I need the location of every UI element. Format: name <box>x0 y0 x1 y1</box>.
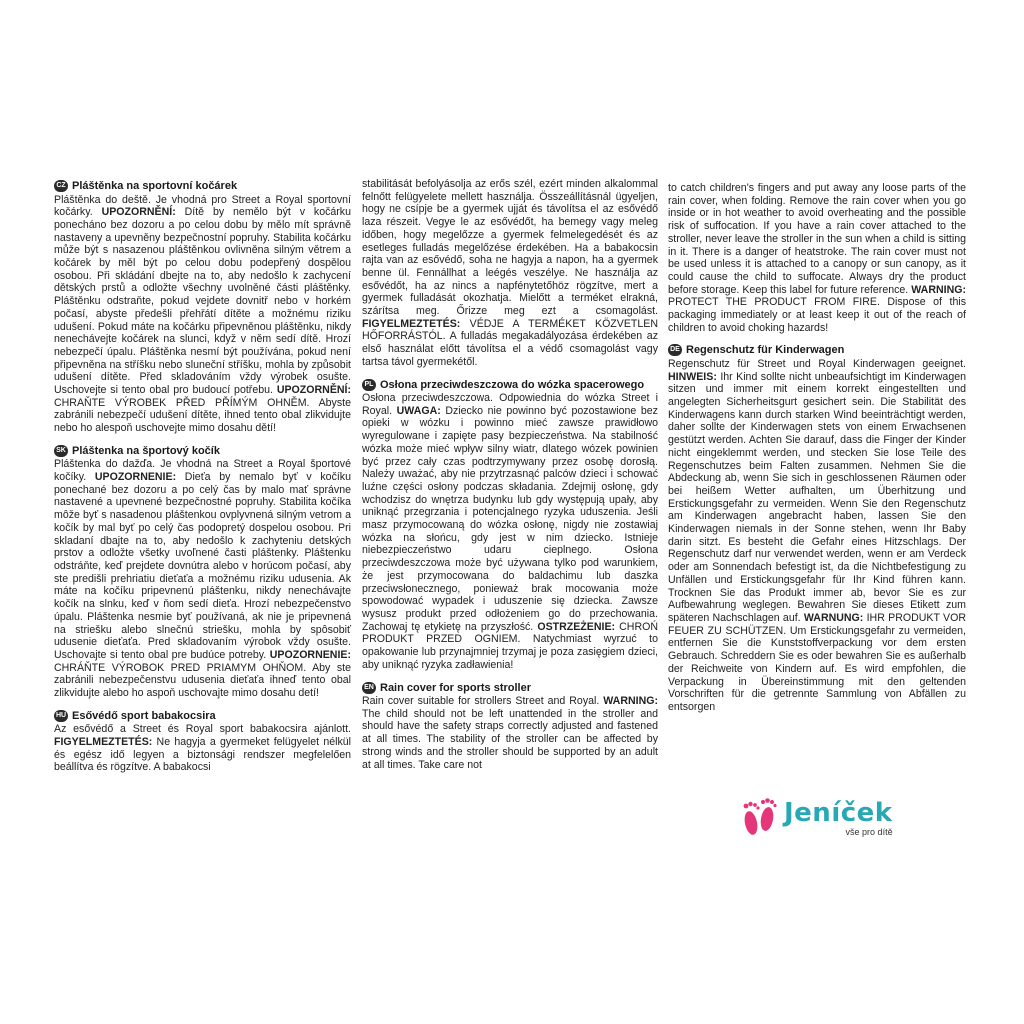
section-text: Pláštěnka do deště. Je vhodná pro Street a Royal sportovní kočárky. UPOZORNĚNÍ: Dítě by nemělo být v kočárku ponecháno bez dozoru a po celou dobu by mělo mít správně nastaveny a upevněny bezpečnostní popruhy. Stabilita kočárku může být s nasazenou pláštěnkou ovlivněna silným větrem a kočárek by měl být po celou dobu podepřený dospělou osobou. Při skládání dbejte na to, aby nedošlo k zachycení dětských prstů a odložte všechny uvolněné části pláštěnky. Pláštěnku odstraňte, pokud vejdete dovnitř nebo v horkém počasí, abyste předešli přehřátí dítěte a možnému riziku udušení. Pokud máte na kočárku připevněnou pláštěnku, nikdy nenechávejte kočárek na slunci, když v něm sedí dítě. Hrozí nebezpečí úpalu. Pláštěnka nesmí být používána, pokud není připevněna na stříšku nebo sluneční stříšku, mohla by způsobit udušení dítěte. Před skladováním vždy výrobek osušte. Uschovejte si tento obal pro budoucí potřebu. UPOZORNĚNÍ: CHRAŇTE VÝROBEK PŘED PŘÍMÝM OHNĚM. Abyste zabránili nebezpečí udušení dítěte, ihned tento obal zlikvidujte nebo ho alespoň uschovejte mimo dosahu dětí! <box>54 193 351 435</box>
language-badge-en: EN <box>362 682 376 694</box>
brand-logo <box>740 795 893 841</box>
section-sk <box>54 445 351 700</box>
section-text: Osłona przeciwdeszczowa. Odpowiednia do wózka Street i Royal. UWAGA: Dziecko nie powinno być pozostawione bez opieki w wózku i powinno mieć zawsze prawidłowo wyregulowane i zapięte pasy bezpieczeństwa. Na stabilność wózka może mieć wpływ silny wiatr, dlatego wózek powinien być przez cały czas podtrzymywany przez osobę dorosłą. Należy uważać, aby nie przytrzasnąć palców dzieci i schować luźne części osłony podczas składania. Zdejmij osłonę, gdy wchodzisz do wnętrza budynku lub gdy występują upały, aby uniknąć przegrzania i potencjalnego ryzyka uduszenia. Jeśli masz przymocowaną do wózka osłonę, nigdy nie zostawiaj wózka na słońcu, gdy jest w nim dziecko. Istnieje niebezpieczeństwo udaru cieplnego. Osłona przeciwdeszczowa może być używana tylko pod warunkiem, że jest przymocowana do baldachimu lub daszka przeciwsłonecznego, ponieważ brak mocowania może spowodować wypadek i uduszenie się dziecka. Zawsze wysusz produkt przed odłożeniem go do przechowania. Zachowaj tę etykietę na przyszłość. OSTRZEŻENIE: CHROŃ PRODUKT PRZED OGNIEM. Natychmiast wyrzuć to opakowanie lub przynajmniej trzymaj je poza zasięgiem dzieci, aby uniknąć ryzyka zadławienia! <box>362 392 658 671</box>
column-3 <box>668 182 966 724</box>
language-badge-hu: HU <box>54 710 68 722</box>
section-heading <box>54 445 351 458</box>
section-text: stabilitását befolyásolja az erős szél, ezért minden alkalommal felnőtt felügyelete mellett használja. Összeállításnál ügyeljen, hogy ne csípje be a gyermek ujját és távolítsa el az esővédő laza részeit. Vegye le az esővédőt, ha bemegy vagy meleg időben, hogy megelőzze a gyermek felmelegedését és az esetleges fulladás megelőzése érdekében. Ha a babakocsin rajta van az esővédő, soha ne hagyja a napon, ha a gyermek benne ül. Fennállhat a leégés veszélye. Ne használja az esővédőt, ha az nincs a napfénytetőhöz rögzítve, mert a gyermek fulladását okozhatja. Mielőtt a terméket elrakná, szárítsa meg. Őrizze meg ezt a csomagolást. FIGYELMEZTETÉS: VÉDJE A TERMÉKET KÖZVETLEN HŐFORRÁSTÓL. A fulladás megakadályozása érdekében az első használat előtt távolítsa el a védő csomagolást vagy tartsa távol gyermekétől. <box>362 178 658 368</box>
section-heading <box>362 379 658 392</box>
en-text-part-2: to catch children's fingers and put away any loose parts of the rain cover, when folding. Remove the rain cover when you go inside or in hot weather to avoid overheating and the possible risk of suffocation. If you have a rain cover attached to the stroller, never leave the stroller in the sun when a child is sitting in it. There is a danger of heatstroke. The rain cover must not be used unless it is attached to a canopy or sun canopy, as it could cause the child to suffocate. Always dry the product before storage. Keep this label for future reference. <box>668 182 966 296</box>
language-badge-cz: CZ <box>54 180 68 192</box>
section-cz <box>54 180 351 435</box>
section-title: Osłona przeciwdeszczowa do wózka spacerowego <box>380 378 645 391</box>
language-badge-de: DE <box>668 344 682 356</box>
section-title: Rain cover for sports stroller <box>380 681 531 694</box>
section-en-continued <box>668 182 966 334</box>
section-heading <box>362 682 658 695</box>
section-text: Az esővédő a Street és Royal sport babakocsira ajánlott. FIGYELMEZTETÉS: Ne hagyja a gyermeket felügyelet nélkül és egész idő legyen a biztonsági rendszer megfelelően beállítva és rögzítve. A babakocsi <box>54 723 351 774</box>
column-1 <box>54 180 351 784</box>
section-text: to catch children's fingers and put away any loose parts of the rain cover, when folding. Remove the rain cover when you go inside or in hot weather to avoid overheating and the possible risk of suffocation. If you have a rain cover attached to the stroller, never leave the stroller in the sun when a child is sitting in it. There is a danger of heatstroke. The rain cover must not be used unless it is attached to a canopy or sun canopy, as it could cause the child to suffocate. Always dry the product before storage. Keep this label for future reference. WARNING: PROTECT THE PRODUCT FROM FIRE. Dispose of this packaging immediately or at least keep it out of the reach of children to avoid choking hazards! <box>668 182 966 334</box>
hu-text-part-2: stabilitását befolyásolja az erős szél, ezért minden alkalommal felnőtt felügyelete mellett használja. Összeállításnál ügyeljen, hogy ne csípje be a gyermek ujját és távolítsa el az esővédő laza részeit. Vegye le az esővédőt, ha bemegy vagy meleg időben, hogy megelőzze a gyermek felmelegedését és az esetleges fulladás megelőzése érdekében. Ha a babakocsin rajta van az esővédő, soha ne hagyja a napon, ha a gyermek benne ül. Fennállhat a leégés veszélye. Ne használja az esővédőt, ha az nincs a napfénytetőhöz rögzítve, mert a gyermek fulladását okozhatja. Mielőtt a terméket elrakná, szárítsa meg. Őrizze meg ezt a csomagolást. <box>362 178 658 318</box>
en-text-part-1: The child should not be left unattended in the stroller and should have the safety straps correctly adjusted and fastened at all times. The stability of the stroller can be affected by strong winds and the stroller should be supported by an adult at all times. Take care not <box>362 707 658 771</box>
baby-feet-icon <box>740 795 780 841</box>
hu-text-part-1: Ne hagyja a gyermeket felügyelet nélkül és egész idő legyen a biztonsági rendszer megfelelően beállítva és rögzítve. A babakocsi <box>54 735 351 774</box>
section-text: Regenschutz für Street und Royal Kinderwagen geeignet. HINWEIS: Ihr Kind sollte nicht unbeaufsichtigt im Kinderwagen sitzen und immer mit einem korrekt eingestellten und angelegten Sicherheitsgurt gesichert sein. Die Stabilität des Kinderwagens kann durch starken Wind beeinträchtigt werden, daher sollte der Kinderwagen stets von einem Erwachsenen gestützt werden. Achten Sie darauf, dass die Finger der Kinder nicht eingeklemmt werden, und stecken Sie lose Teile des Regenschutzes beim Falten zusammen. Nehmen Sie die Abdeckung ab, wenn Sie sich in geschlossenen Räumen oder bei heißem Wetter aufhalten, um Überhitzung und Erstickungsgefahr zu vermeiden. Wenn Sie den Regenschutz am Kinderwagen angebracht haben, lassen Sie den Kinderwagen niemals in der Sonne stehen, wenn Ihr Baby darin sitzt. Es besteht die Gefahr eines Hitzschlags. Der Regenschutz darf nur verwendet werden, wenn er am Verdeck oder am Sonnendach befestigt ist, da die Nichtbefestigung zu Unfällen und Erstickungsgefahr für Ihr Kind führen kann. Trocknen Sie das Produkt immer ab, bevor Sie es zur Aufbewahrung weglegen. Bewahren Sie dieses Etikett zum späteren Nachschlagen auf. WARNUNG: IHR PRODUKT VOR FEUER ZU SCHÜTZEN. Um Erstickungsgefahr zu vermeiden, entfernen Sie die Kunststoffverpackung vor dem ersten Gebrauch. Schreddern Sie es oder bewahren Sie es außerhalb der Reichweite von Kindern auf. Es wird empfohlen, die Verpackung in Übereinstimmung mit den geltenden Vorschriften für die getrennte Sammlung von Abfällen zu entsorgen <box>668 357 966 713</box>
section-title: Regenschutz für Kinderwagen <box>686 344 845 357</box>
section-title: Pláštěnka na sportovní kočárek <box>72 180 238 192</box>
brand-tagline: vše pro dítě <box>845 826 893 837</box>
section-text: Rain cover suitable for strollers Street and Royal. WARNING: The child should not be left unattended in the stroller and should have the safety straps correctly adjusted and fastened at all times. The stability of the stroller can be affected by strong winds and the stroller should be supported by an adult at all times. Take care not <box>362 695 658 771</box>
column-2 <box>362 178 658 781</box>
section-heading <box>54 180 351 193</box>
section-hu-continued <box>362 178 658 369</box>
section-heading <box>54 710 351 723</box>
section-heading <box>668 344 966 357</box>
section-text: Pláštenka do dažďa. Je vhodná na Street a Royal športové kočíky. UPOZORNENIE: Dieťa by nemalo byť v kočíku ponechané bez dozoru a po celý čas by malo mať správne nastavené a upevnené bezpečnostné popruhy. Stabilita kočíka môže byť s nasadenou pláštenkou ovplyvnená silným vetrom a kočík by mal byť po celý čas podopretý dospelou osobou. Pri skladaní dbajte na to, aby nedošlo k zachyteniu detských prstov a odložte všetky uvoľnené časti pláštenky. Pláštenku odstráňte, keď prejdete dovnútra alebo v horúcom počasí, aby ste predišli prehriatiu dieťaťa a možnému riziku udusenia. Ak máte na kočíku pripevnenú pláštenku, nikdy nenechávajte kočík na slnku, keď v ňom sedí dieťa. Hrozí nebezpečenstvo úpalu. Pláštenka nesmie byť používaná, ak nie je pripevnená na striešku alebo slnečnú striešku, mohla by spôsobiť udusenie dieťaťa. Pred skladovaním výrobok vždy osušte. Uschovajte si tento obal pre budúce potreby. UPOZORNENIE: CHRÁŇTE VÝROBOK PRED PRIAMYM OHŇOM. Aby ste zabránili nebezpečenstvu udusenia dieťaťa ihneď tento obal zlikvidujte alebo ho aspoň uschovajte mimo dosahu detí! <box>54 458 351 700</box>
section-title: Pláštenka na športový kočík <box>72 444 220 457</box>
section-de <box>668 344 966 713</box>
section-pl <box>362 379 658 672</box>
brand-name: Jeníček <box>784 797 893 828</box>
section-title: Esővédő sport babakocsira <box>72 709 216 722</box>
section-hu <box>54 710 351 774</box>
section-en <box>362 682 658 772</box>
language-badge-sk: SK <box>54 445 68 457</box>
language-badge-pl: PL <box>362 379 376 391</box>
